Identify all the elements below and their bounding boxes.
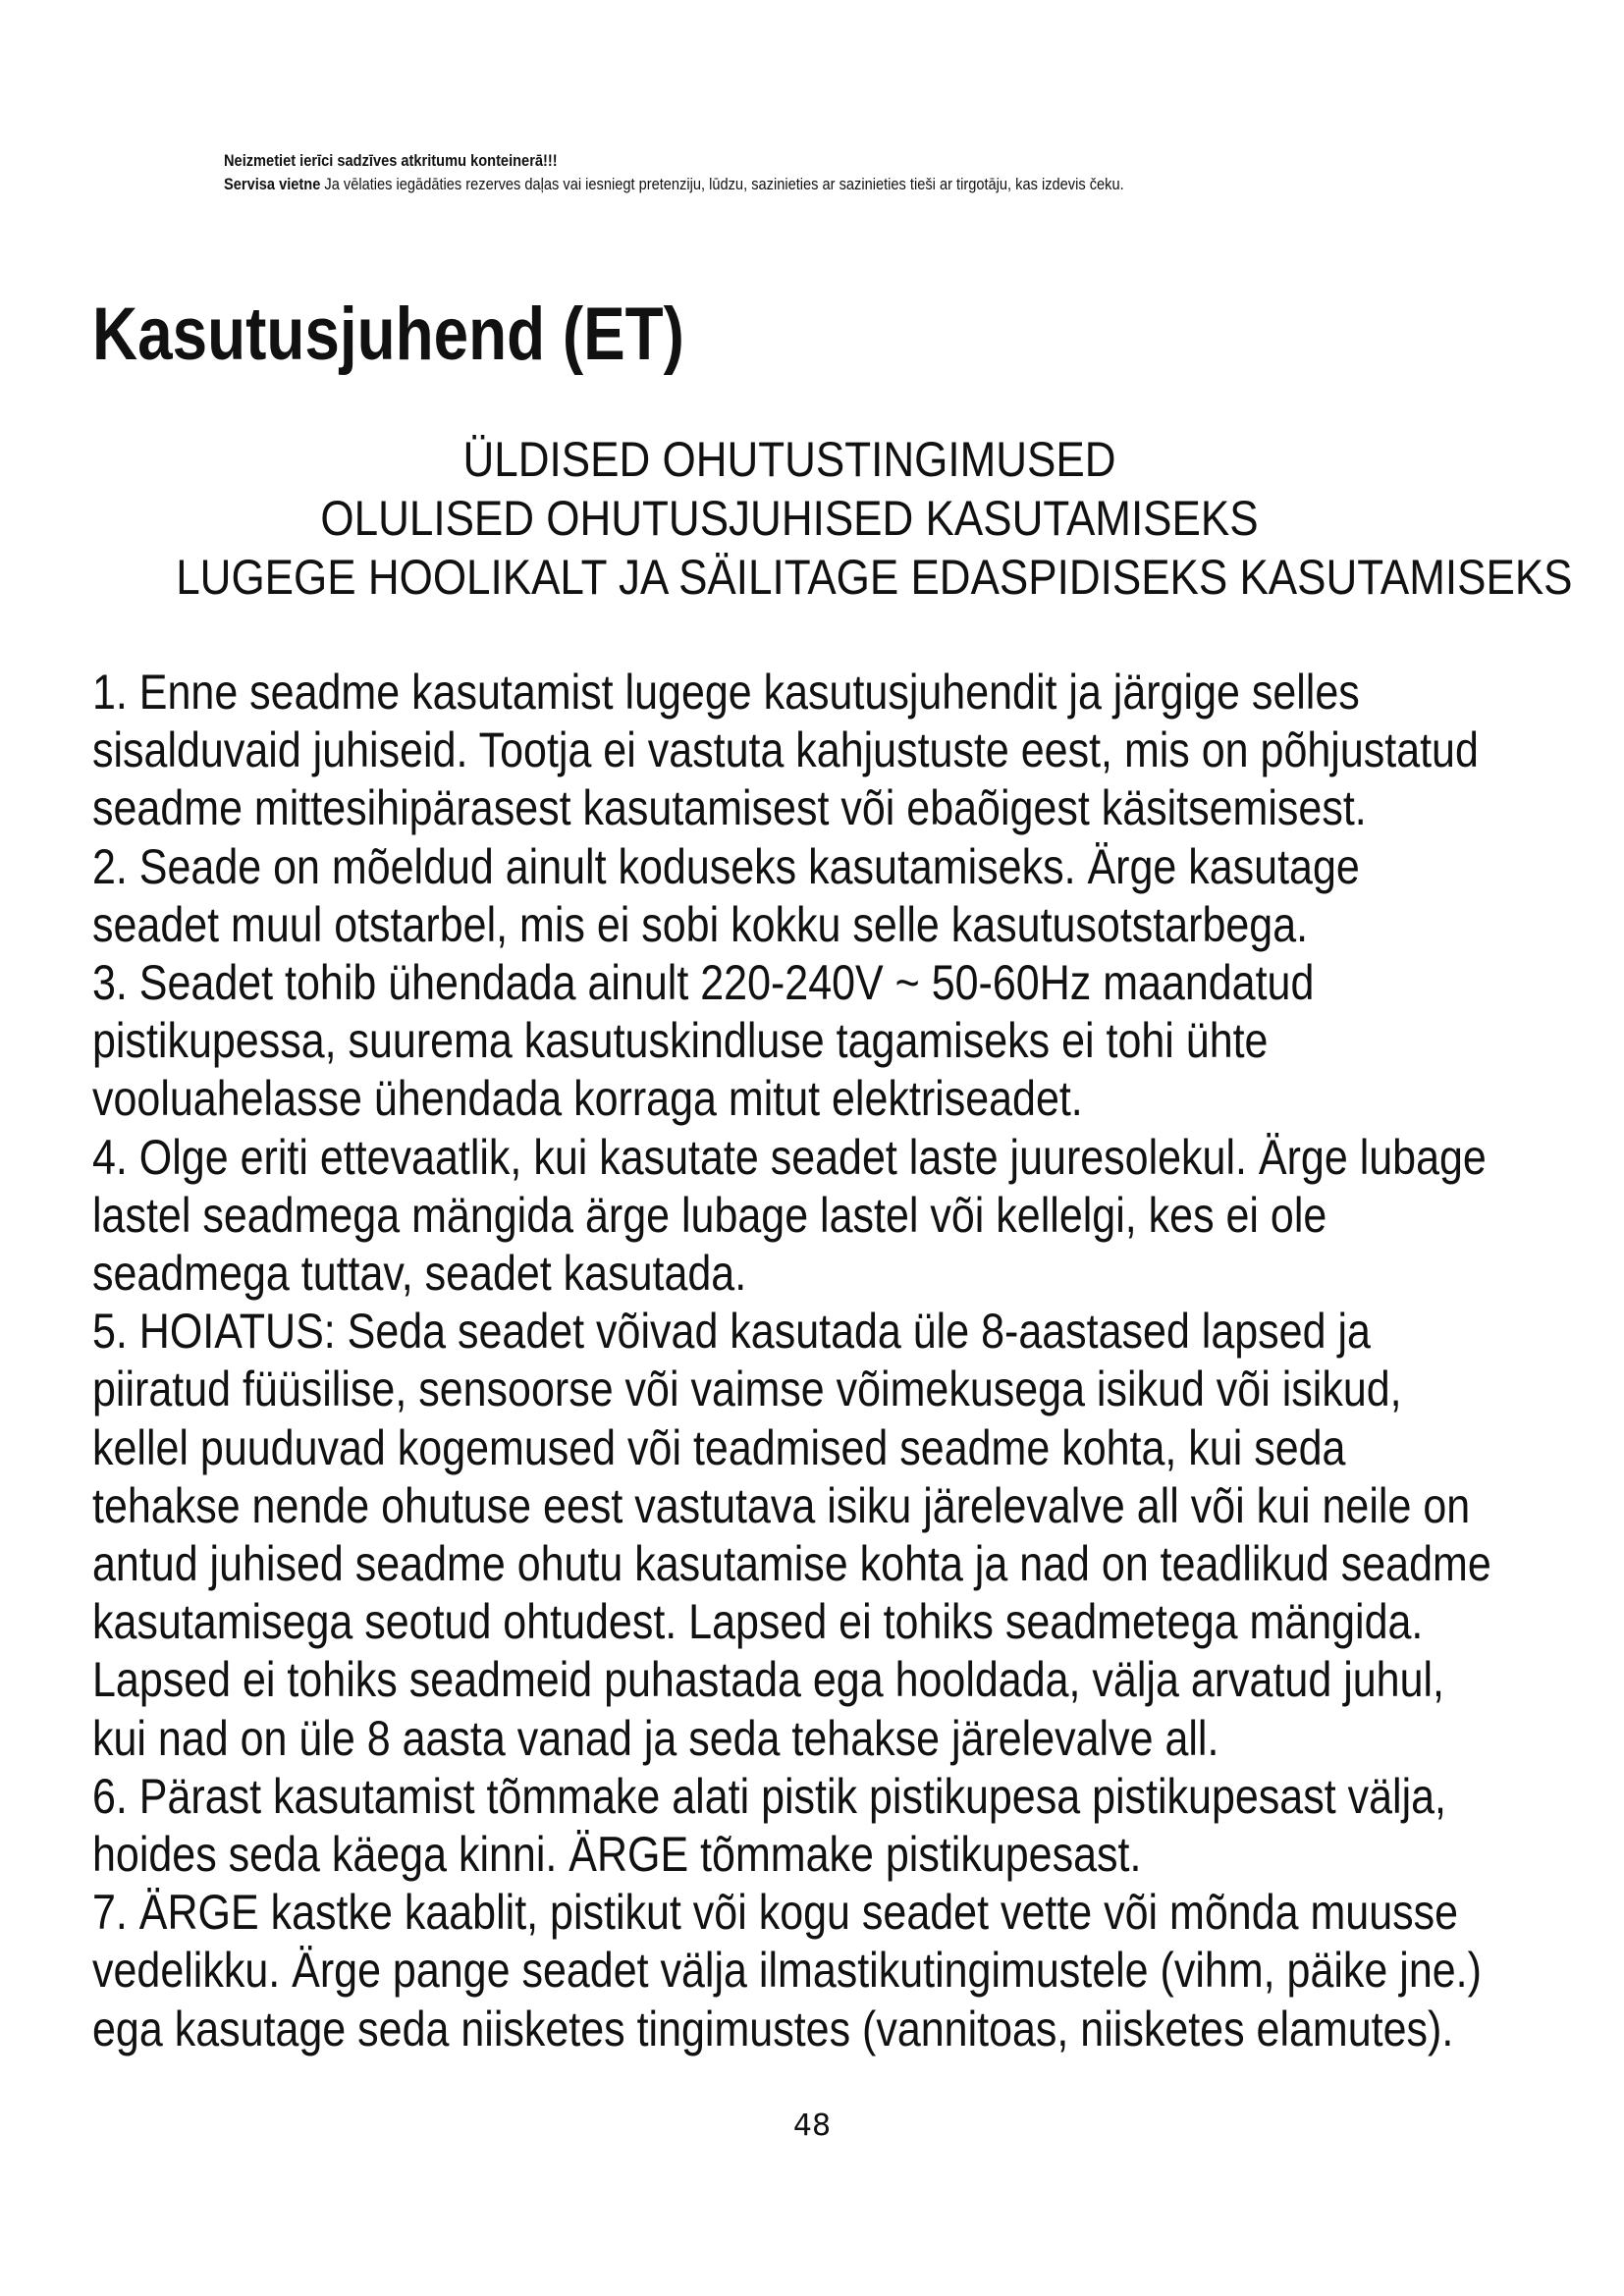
- instruction-line: vedelikku. Ärge pange seadet välja ilmastikutingimustele (vihm, päike jne.): [92, 1943, 1482, 1999]
- instruction-line: seadmega tuttav, seadet kasutada.: [92, 1246, 747, 1302]
- safety-instructions: [92, 664, 1491, 2058]
- instruction-line: tehakse nende ohutuse eest vastutava isiku järelevalve all või kui neile on: [92, 1477, 1471, 1533]
- instruction-line: kasutamisega seotud ohtudest. Lapsed ei tohiks seadmetega mängida.: [92, 1594, 1424, 1650]
- service-label: Servisa vietne: [224, 175, 321, 193]
- instruction-line: piiratud füüsilise, sensoorse või vaimse võimekusega isikud või isikud,: [92, 1362, 1402, 1417]
- disposal-warning: Neizmetiet ierīci sadzīves atkritumu konteinerā!!!: [224, 151, 558, 170]
- instruction-line: seadet muul otstarbel, mis ei sobi kokku selle kasutusotstarbega.: [92, 896, 1309, 952]
- heading-line: LUGEGE HOOLIKALT JA SÄILITAGE EDASPIDISEKS KASUTAMISEKS: [176, 550, 1573, 605]
- instruction-line: Lapsed ei tohiks seadmeid puhastada ega hooldada, välja arvatud juhul,: [92, 1652, 1444, 1708]
- instruction-line: 6. Pärast kasutamist tõmmake alati pistik pistikupesa pistikupesast välja,: [92, 1768, 1446, 1824]
- instruction-line: 5. HOIATUS: Seda seadet võivad kasutada üle 8-aastased lapsed ja: [92, 1304, 1371, 1360]
- page-title: Kasutusjuhend (ET): [92, 293, 684, 376]
- instruction-line: kui nad on üle 8 aasta vanad ja seda tehakse järelevalve all.: [92, 1710, 1219, 1766]
- instruction-line: seadme mittesihipärasest kasutamisest või ebaõigest käsitsemisest.: [92, 780, 1367, 836]
- instruction-line: 7. ÄRGE kastke kaablit, pistikut või kogu seadet vette või mõnda muusse: [92, 1885, 1459, 1941]
- instruction-line: 4. Olge eriti ettevaatlik, kui kasutate seadet laste juuresolekul. Ärge lubage: [92, 1129, 1487, 1185]
- instruction-line: 2. Seade on mõeldud ainult koduseks kasutamiseks. Ärge kasutage: [92, 838, 1360, 894]
- safety-headings: [92, 430, 1573, 607]
- instruction-line: antud juhised seadme ohutu kasutamise kohta ja nad on teadlikud seadme: [92, 1536, 1491, 1592]
- instruction-line: 1. Enne seadme kasutamist lugege kasutusjuhendit ja järgige selles: [92, 665, 1360, 720]
- service-text: Ja vēlaties iegādāties rezerves daļas vai iesniegt pretenziju, lūdzu, sazinieties ar sazinieties tieši ar tirgotāju, kas izdevis čeku.: [320, 175, 1124, 193]
- instruction-line: vooluahelasse ühendada korraga mitut elektriseadet.: [92, 1071, 1083, 1127]
- instruction-line: hoides seda käega kinni. ÄRGE tõmmake pistikupesast.: [92, 1827, 1142, 1883]
- page-number: 48: [792, 2109, 832, 2143]
- heading-line: ÜLDISED OHUTUSTINGIMUSED: [462, 432, 1116, 487]
- heading-line: OLULISED OHUTUSJUHISED KASUTAMISEKS: [320, 491, 1259, 546]
- instruction-line: lastel seadmega mängida ärge lubage lastel või kellelgi, kes ei ole: [92, 1187, 1327, 1243]
- instruction-line: 3. Seadet tohib ühendada ainult 220-240V ~ 50-60Hz maandatud: [92, 955, 1315, 1011]
- instruction-line: kellel puuduvad kogemused või teadmised seadme kohta, kui seda: [92, 1419, 1346, 1475]
- disposal-service-note: [224, 149, 1237, 196]
- instruction-line: pistikupessa, suurema kasutuskindluse tagamiseks ei tohi ühte: [92, 1013, 1269, 1069]
- instruction-line: ega kasutage seda niisketes tingimustes (vannitoas, niisketes elamutes).: [92, 2001, 1454, 2056]
- instruction-line: sisalduvaid juhiseid. Tootja ei vastuta kahjustuste eest, mis on põhjustatud: [92, 722, 1479, 778]
- service-info: [224, 173, 1237, 196]
